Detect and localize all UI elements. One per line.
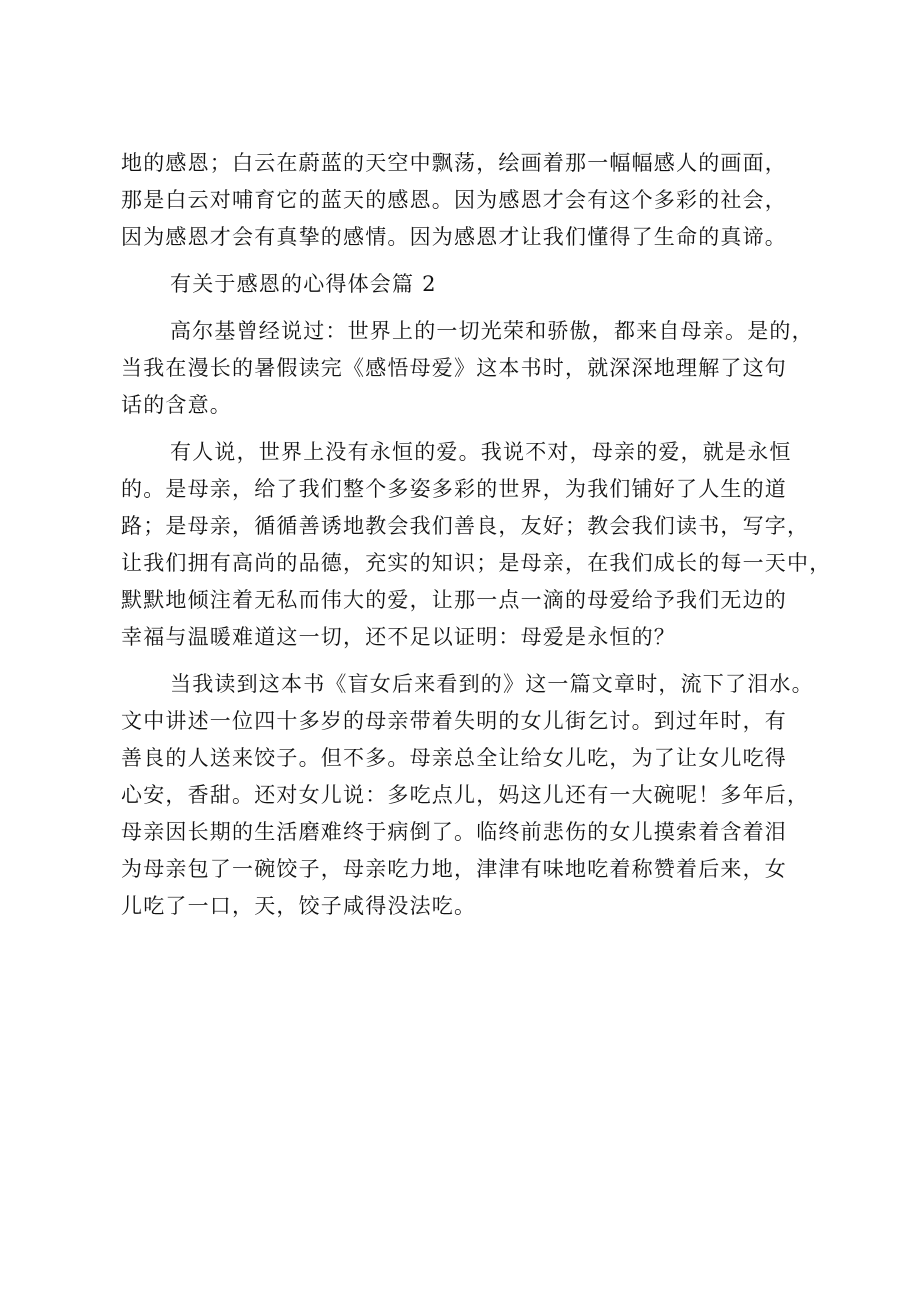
text-line: 默默地倾注着无私而伟大的爱，让那一点一滴的母爱给予我们无边的 [121, 588, 787, 612]
text-line: 幸福与温暖难道这一切，还不足以证明：母爱是永恒的？ [121, 625, 676, 649]
document-body [121, 145, 832, 925]
text-line: 的。是母亲，给了我们整个多姿多彩的世界，为我们铺好了人生的道 [121, 477, 787, 501]
text-line: 母亲因长期的生活磨难终于病倒了。临终前悲伤的女儿摸索着含着泪 [121, 820, 787, 844]
text-line: 儿吃了一口，天，饺子咸得没法吃。 [121, 894, 477, 918]
text-line: 地的感恩；白云在蔚蓝的天空中飘荡，绘画着那一幅幅感人的画面， [121, 151, 787, 175]
text-line: 当我在漫长的暑假读完《感悟母爱》这本书时，就深深地理解了这句 [121, 356, 787, 380]
section-heading: 有关于感恩的心得体会篇 2 [170, 272, 437, 296]
text-line: 当我读到这本书《盲女后来看到的》这一篇文章时，流下了泪水。 [170, 672, 814, 696]
text-line: 为母亲包了一碗饺子，母亲吃力地，津津有味地吃着称赞着后来，女 [121, 857, 787, 881]
text-line: 让我们拥有高尚的品德，充实的知识；是母亲，在我们成长的每一天中， [121, 551, 832, 575]
text-line: 心安，香甜。还对女儿说：多吃点儿，妈这儿还有一大碗呢！多年后， [121, 783, 810, 807]
text-line: 善良的人送来饺子。但不多。母亲总全让给女儿吃，为了让女儿吃得 [121, 746, 787, 770]
text-line: 话的含意。 [121, 393, 232, 417]
text-line: 那是白云对哺育它的蓝天的感恩。因为感恩才会有这个多彩的社会， [121, 188, 787, 212]
text-line: 文中讲述一位四十多岁的母亲带着失明的女儿街乞讨。到过年时，有 [121, 709, 787, 733]
paragraph-1 [121, 145, 811, 256]
text-line: 路；是母亲，循循善诱地教会我们善良，友好；教会我们读书，写字， [121, 514, 810, 538]
text-line: 高尔基曾经说过：世界上的一切光荣和骄傲，都来自母亲。是的， [170, 319, 814, 343]
text-line: 因为感恩才会有真挚的感情。因为感恩才让我们懂得了生命的真谛。 [121, 225, 787, 249]
text-line: 有人说，世界上没有永恒的爱。我说不对，母亲的爱，就是永恒 [170, 440, 792, 464]
paragraph-4 [121, 666, 814, 925]
paragraph-2 [121, 313, 814, 424]
paragraph-3 [121, 434, 832, 656]
